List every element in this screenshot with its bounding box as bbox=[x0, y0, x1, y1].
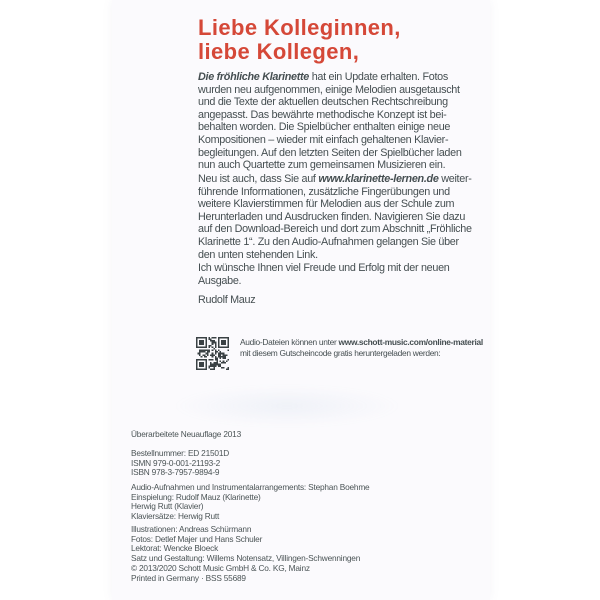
book-page bbox=[112, 0, 490, 600]
colophon-credits: Audio-Aufnahmen und Instrumentalarrangements: Stephan Boehme Einspielung: Rudolf Mauz (Klarinette) Herwig Rutt (Klavier) Klaviersätze: Herwig Rutt bbox=[131, 482, 370, 522]
intro-paragraph: Die fröhliche Klarinette hat ein Update erhalten. Fotos wurden neu aufgenommen, einige Melodien ausgetauscht und die Texte der aktuellen deutschen Rechtschreibung angepasst. Das bewährte methodische Konzept ist bei- behalten worden. Die Spielbücher enthalten einige neue Kompositionen – wieder mit einfach gehaltenen Klavier- begleitungen. Auf den letzten Seiten der Spielbücher laden nun auch Quartette zum gemeinsamen Musizieren ein. bbox=[198, 71, 462, 172]
colophon-catalog-numbers: Bestellnummer: ED 21501D ISMN 979-0-001-21193-2 ISBN 978-3-7957-9894-9 bbox=[131, 448, 230, 478]
colophon-edition: Überarbeitete Neuauflage 2013 bbox=[131, 429, 241, 439]
colophon-production: Illustrationen: Andreas Schürmann Fotos: Detlef Majer und Hans Schuler Lektorat: Wencke Bloeck Satz und Gestaltung: Willems Notensatz, Villingen-Schwenningen © 2013/2020 Schott Music GmbH & Co. KG, Mainz Printed in Germany · BSS 55689 bbox=[131, 524, 361, 583]
page-title-line-2: liebe Kollegen, bbox=[198, 38, 360, 64]
online-info-paragraph: Neu ist auch, dass Sie auf www.klarinette-lernen.de weiter- führende Informationen, zusätzliche Fingerübungen und weitere Klavierstimmen für Melodien aus der Schule zum Herunterladen und Ausdrucken finden. Navigieren Sie dazu auf den Download-Bereich und dort zum Abschnitt „Fröhliche Klarinette 1“. Zu den Audio-Aufnahmen gelangen Sie über den unten stehenden Link. bbox=[198, 173, 472, 261]
scan-artifact-smudge bbox=[172, 385, 402, 427]
qr-code-icon bbox=[196, 337, 229, 370]
closing-paragraph: Ich wünsche Ihnen viel Freude und Erfolg mit der neuen Ausgabe. bbox=[198, 262, 450, 287]
download-note: Audio-Dateien können unter www.schott-music.com/online-material mit diesem Gutscheincode gratis heruntergeladen werden: bbox=[240, 337, 483, 359]
page-title bbox=[198, 16, 401, 63]
author-signature: Rudolf Mauz bbox=[198, 294, 256, 306]
page-title-line-1: Liebe Kolleginnen, bbox=[198, 15, 401, 40]
